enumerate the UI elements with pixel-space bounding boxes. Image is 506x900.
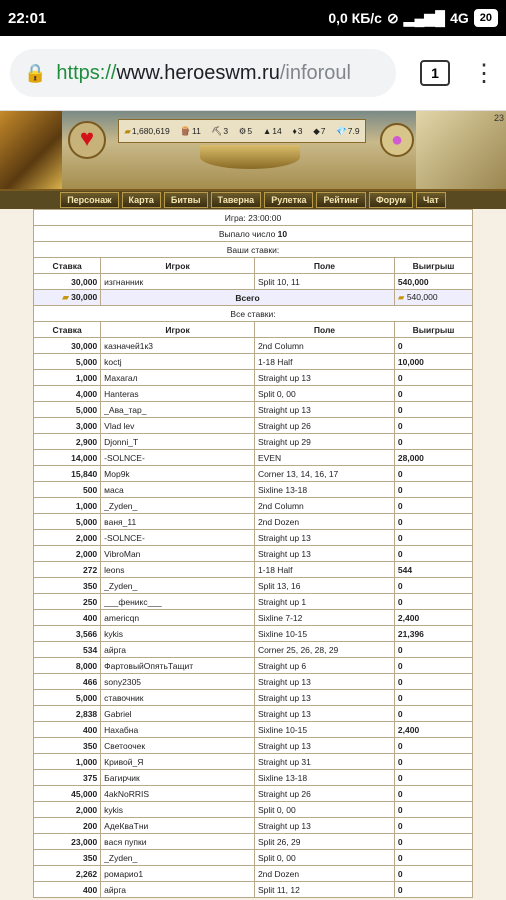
bet-cell: 30,000 [34, 274, 101, 290]
table-row [34, 770, 473, 786]
bet-cell: 534 [34, 642, 101, 658]
gold-icon: ▰ [124, 125, 131, 136]
player-link[interactable]: Djonni_T [101, 434, 255, 450]
rolled-number: Выпало число 10 [34, 226, 473, 242]
win-cell: 0 [394, 802, 472, 818]
player-link[interactable]: ФартовыйОпятьТащит [101, 658, 255, 674]
bet-cell: 15,840 [34, 466, 101, 482]
gold-icon: ▰ [397, 292, 405, 302]
castle-art [0, 111, 62, 189]
bet-cell: 5,000 [34, 514, 101, 530]
field-cell: Split 10, 11 [254, 274, 394, 290]
field-cell: Sixline 13-18 [254, 770, 394, 786]
url-host: www.heroeswm.ru [116, 61, 280, 84]
table-row [34, 498, 473, 514]
mercury-icon: ⚙ [238, 125, 247, 136]
bet-cell: 250 [34, 594, 101, 610]
field-cell: Straight up 6 [254, 658, 394, 674]
win-cell: 0 [394, 578, 472, 594]
table-row [34, 370, 473, 386]
table-row [34, 834, 473, 850]
heart-icon[interactable]: ♥ [68, 121, 106, 159]
wood-icon: 🪵 [180, 125, 192, 136]
win-cell: 540,000 [394, 274, 472, 290]
ore-resource: ⛏ 3 [211, 125, 229, 136]
bet-cell: 2,838 [34, 706, 101, 722]
field-cell: Sixline 10-15 [254, 626, 394, 642]
field-cell: Straight up 13 [254, 674, 394, 690]
field-cell: Split 26, 29 [254, 834, 394, 850]
bet-cell: 400 [34, 610, 101, 626]
table-row [34, 738, 473, 754]
table-row [34, 642, 473, 658]
table-row [34, 882, 473, 898]
win-cell: 2,400 [394, 722, 472, 738]
bet-cell: 400 [34, 882, 101, 898]
win-cell: 0 [394, 754, 472, 770]
win-cell: 0 [394, 818, 472, 834]
table-row [34, 338, 473, 354]
bet-cell: 4,000 [34, 386, 101, 402]
gold-resource: ▰ 1,680,619 [124, 125, 170, 136]
win-cell: 0 [394, 786, 472, 802]
field-cell: Straight up 13 [254, 706, 394, 722]
field-cell: Corner 13, 14, 16, 17 [254, 466, 394, 482]
player-link[interactable]: Gabriel [101, 706, 255, 722]
bet-cell: 1,000 [34, 754, 101, 770]
bet-cell: 30,000 [34, 338, 101, 354]
table-row [34, 450, 473, 466]
field-cell: Straight up 13 [254, 690, 394, 706]
player-link[interactable]: Hanteras [101, 386, 255, 402]
table-row [34, 818, 473, 834]
field-cell: Corner 25, 26, 28, 29 [254, 642, 394, 658]
all-bets-header: Ставка Игрок Поле Выигрыш [34, 322, 473, 338]
wood-resource: 🪵 11 [180, 125, 201, 136]
table-row [34, 674, 473, 690]
player-link[interactable]: АдеКваТни [101, 818, 255, 834]
landscape-art [416, 111, 506, 189]
nav-rating[interactable]: Рейтинг [316, 192, 365, 208]
field-cell: Straight up 13 [254, 530, 394, 546]
nav-map[interactable]: Карта [122, 192, 161, 208]
player-link[interactable]: _Zyden_ [101, 850, 255, 866]
game-nav [0, 191, 506, 209]
bet-cell: 350 [34, 578, 101, 594]
win-cell: 0 [394, 386, 472, 402]
bet-cell: 14,000 [34, 450, 101, 466]
player-link[interactable]: _Zyden_ [101, 498, 255, 514]
bet-cell: 2,000 [34, 802, 101, 818]
table-row [34, 866, 473, 882]
status-icons [328, 9, 498, 27]
table-row [34, 594, 473, 610]
player-link[interactable]: Светоочек [101, 738, 255, 754]
gold-icon: ▰ [62, 292, 69, 302]
bet-cell: 375 [34, 770, 101, 786]
player-link[interactable]: ромарио1 [101, 866, 255, 882]
win-cell: 0 [394, 434, 472, 450]
bet-cell: 466 [34, 674, 101, 690]
url-path: /inforoul [279, 61, 351, 84]
gem-resource: ◆ 7 [313, 125, 326, 136]
field-cell: 1-18 Half [254, 562, 394, 578]
bet-cell: 200 [34, 818, 101, 834]
bet-cell: 2,000 [34, 546, 101, 562]
your-bets-header: Ставка Игрок Поле Выигрыш [34, 258, 473, 274]
field-cell: Straight up 31 [254, 754, 394, 770]
crystal-icon: ♦ [292, 126, 297, 136]
win-cell: 0 [394, 514, 472, 530]
player-link[interactable]: Багирчик [101, 770, 255, 786]
win-cell: 0 [394, 370, 472, 386]
player-link[interactable]: Mop9k [101, 466, 255, 482]
player-link[interactable]: -SOLNCE- [101, 530, 255, 546]
diamond-resource: 💎 7.9 [336, 125, 360, 136]
signal-icon: ▂▄▆█ [403, 9, 446, 26]
browser-toolbar [0, 36, 506, 111]
bet-cell: 1,000 [34, 498, 101, 514]
player-link[interactable]: _Ава_тар_ [101, 402, 255, 418]
nav-character[interactable]: Персонаж [60, 192, 118, 208]
player-link[interactable]: americqn [101, 610, 255, 626]
table-row [34, 722, 473, 738]
player-link[interactable]: маса [101, 482, 255, 498]
player-link[interactable]: ваня_11 [101, 514, 255, 530]
win-cell: 0 [394, 706, 472, 722]
field-cell: Straight up 13 [254, 818, 394, 834]
nav-forum[interactable]: Форум [369, 192, 413, 208]
player-link[interactable]: 4akNoRRIS [101, 786, 255, 802]
bet-cell: 5,000 [34, 354, 101, 370]
player-link[interactable]: Vlad lev [101, 418, 255, 434]
clock: 22:01 [8, 9, 47, 27]
win-cell: 0 [394, 418, 472, 434]
sulfur-resource: ▲ 14 [262, 126, 282, 136]
table-row [34, 850, 473, 866]
field-cell: Straight up 26 [254, 786, 394, 802]
field-cell: Straight up 26 [254, 418, 394, 434]
nav-battles[interactable]: Битвы [164, 192, 208, 208]
win-cell: 0 [394, 834, 472, 850]
win-cell: 28,000 [394, 450, 472, 466]
win-cell: 0 [394, 530, 472, 546]
win-cell: 0 [394, 850, 472, 866]
game-time: Игра: 23:00:00 [34, 210, 473, 226]
win-cell: 0 [394, 882, 472, 898]
roulette-table [33, 209, 473, 898]
url-scheme: https:// [56, 61, 117, 84]
bet-cell: 350 [34, 850, 101, 866]
game-header [0, 111, 506, 191]
player-link[interactable]: kykis [101, 626, 255, 642]
alarm-off-icon: ⊘ [386, 9, 399, 26]
lock-icon: 🔒 [24, 62, 47, 83]
table-row [34, 562, 473, 578]
status-bar [0, 0, 506, 36]
player-link[interactable]: leons [101, 562, 255, 578]
mercury-resource: ⚙ 5 [238, 125, 253, 136]
player-link[interactable]: айрга [101, 882, 255, 898]
table-row [34, 434, 473, 450]
field-cell: Straight up 13 [254, 546, 394, 562]
player-link[interactable]: изгнанник [101, 274, 255, 290]
crystal-resource: ♦ 3 [292, 126, 303, 136]
tab-switcher-button[interactable]: 1 [420, 60, 450, 86]
emblem-ornament [200, 145, 300, 169]
field-cell: Straight up 13 [254, 370, 394, 386]
player-link[interactable]: айрга [101, 642, 255, 658]
total-label: Всего [101, 290, 395, 306]
player-link[interactable]: sony2305 [101, 674, 255, 690]
table-row [34, 658, 473, 674]
bet-cell: 45,000 [34, 786, 101, 802]
field-cell: Straight up 13 [254, 738, 394, 754]
total-row: ▰ 30,000 Всего ▰ 540,000 [34, 290, 473, 306]
win-cell: 21,396 [394, 626, 472, 642]
nav-roulette[interactable]: Рулетка [264, 192, 313, 208]
address-bar[interactable] [10, 49, 396, 97]
bet-cell: 5,000 [34, 402, 101, 418]
table-row [34, 578, 473, 594]
network-type: 4G [450, 10, 469, 26]
field-cell: 2nd Column [254, 338, 394, 354]
win-cell: 10,000 [394, 354, 472, 370]
nav-tavern[interactable]: Таверна [211, 192, 262, 208]
field-cell: 2nd Column [254, 498, 394, 514]
player-link[interactable]: Нахабна [101, 722, 255, 738]
field-cell: Split 0, 00 [254, 850, 394, 866]
field-cell: Straight up 13 [254, 402, 394, 418]
win-cell: 0 [394, 594, 472, 610]
win-cell: 0 [394, 674, 472, 690]
win-cell: 0 [394, 546, 472, 562]
table-row [34, 386, 473, 402]
diamond-icon: 💎 [336, 125, 347, 136]
bet-cell: 3,000 [34, 418, 101, 434]
player-link[interactable]: казначей1к3 [101, 338, 255, 354]
player-link[interactable]: Махагал [101, 370, 255, 386]
field-cell: EVEN [254, 450, 394, 466]
bet-cell: 272 [34, 562, 101, 578]
table-row [34, 530, 473, 546]
table-row [34, 706, 473, 722]
table-row [34, 402, 473, 418]
ore-icon: ⛏ [211, 125, 223, 136]
player-link[interactable]: Кривой_Я [101, 754, 255, 770]
resource-bar [118, 119, 366, 143]
bet-cell: 2,262 [34, 866, 101, 882]
table-row [34, 466, 473, 482]
field-cell: Sixline 10-15 [254, 722, 394, 738]
table-row [34, 418, 473, 434]
table-row [34, 802, 473, 818]
win-cell: 544 [394, 562, 472, 578]
field-cell: Split 11, 12 [254, 882, 394, 898]
win-cell: 0 [394, 738, 472, 754]
bet-cell: 2,900 [34, 434, 101, 450]
bet-cell: 500 [34, 482, 101, 498]
bet-cell: 5,000 [34, 690, 101, 706]
table-row [34, 354, 473, 370]
player-link[interactable]: ставочник [101, 690, 255, 706]
field-cell: Sixline 13-18 [254, 482, 394, 498]
win-cell: 0 [394, 466, 472, 482]
win-cell: 0 [394, 338, 472, 354]
win-cell: 0 [394, 770, 472, 786]
bet-cell: 8,000 [34, 658, 101, 674]
table-row [34, 482, 473, 498]
table-row [34, 610, 473, 626]
table-row [34, 690, 473, 706]
bet-cell: 1,000 [34, 370, 101, 386]
player-link[interactable]: ___феникс___ [101, 594, 255, 610]
server-time: 23 [493, 113, 504, 123]
win-cell: 2,400 [394, 610, 472, 626]
gem-icon: ◆ [313, 125, 320, 136]
field-cell: Straight up 1 [254, 594, 394, 610]
bet-cell: 350 [34, 738, 101, 754]
player-link[interactable]: вася пупки [101, 834, 255, 850]
player-link[interactable]: VibroMan [101, 546, 255, 562]
mana-orb-icon[interactable]: ● [380, 123, 414, 157]
field-cell: Split 0, 00 [254, 386, 394, 402]
win-cell: 0 [394, 866, 472, 882]
win-cell: 0 [394, 642, 472, 658]
table-row [34, 546, 473, 562]
player-link[interactable]: -SOLNCE- [101, 450, 255, 466]
win-cell: 0 [394, 402, 472, 418]
net-speed: 0,0 КБ/с [328, 10, 382, 26]
table-row [34, 274, 473, 290]
all-bets-title: Все ставки: [34, 306, 473, 322]
player-link[interactable]: kykis [101, 802, 255, 818]
roulette-content [0, 209, 506, 898]
more-menu-icon[interactable]: ⋮ [472, 59, 496, 87]
bet-cell: 400 [34, 722, 101, 738]
your-bets-title: Ваши ставки: [34, 242, 473, 258]
field-cell: Sixline 7-12 [254, 610, 394, 626]
table-row [34, 754, 473, 770]
win-cell: 0 [394, 658, 472, 674]
bet-cell: 3,566 [34, 626, 101, 642]
field-cell: 2nd Dozen [254, 866, 394, 882]
player-link[interactable]: koctj [101, 354, 255, 370]
sulfur-icon: ▲ [262, 126, 272, 136]
win-cell: 0 [394, 690, 472, 706]
table-row [34, 786, 473, 802]
nav-chat[interactable]: Чат [416, 192, 446, 208]
win-cell: 0 [394, 482, 472, 498]
field-cell: 2nd Dozen [254, 514, 394, 530]
bet-cell: 2,000 [34, 530, 101, 546]
table-row [34, 514, 473, 530]
table-row [34, 626, 473, 642]
field-cell: 1-18 Half [254, 354, 394, 370]
field-cell: Straight up 29 [254, 434, 394, 450]
battery-icon: 20 [474, 9, 498, 27]
field-cell: Split 13, 16 [254, 578, 394, 594]
field-cell: Split 0, 00 [254, 802, 394, 818]
win-cell: 0 [394, 498, 472, 514]
bet-cell: 23,000 [34, 834, 101, 850]
player-link[interactable]: _Zyden_ [101, 578, 255, 594]
